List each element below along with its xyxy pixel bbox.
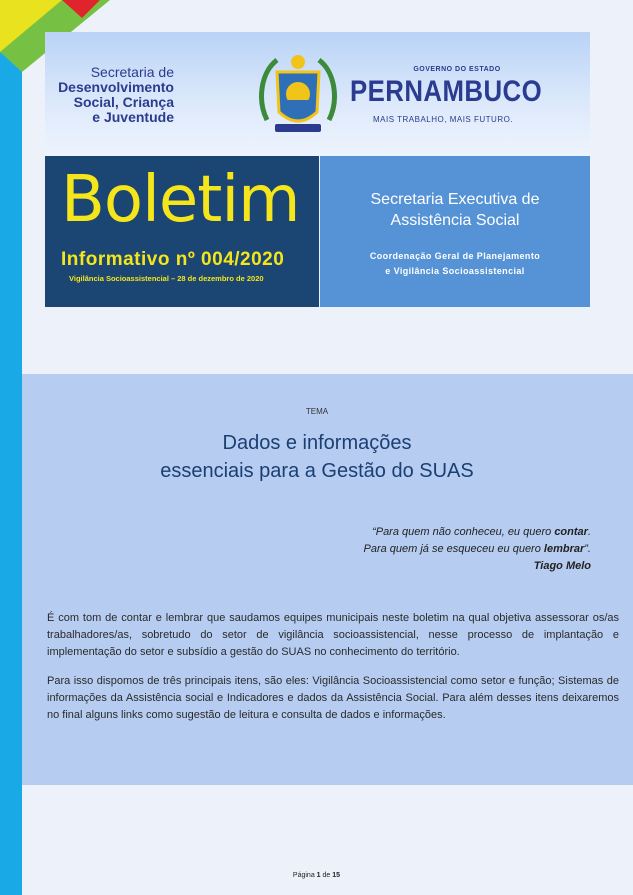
quote-line-2: Para quem já se esqueceu eu quero lembrar”. [363,543,591,555]
tema-label: TEMA [305,407,329,416]
paragraph-1: É com tom de contar e lembrar que saudamos equipes municipais neste boletim na qual objetiva assessorar os/as trabalhadores/as, sobretudo do setor de vigilância socioassistencial, nesse processo de implantação e implementação do setor e subsídio a gestão do SUAS no conhecimento do território. [47,612,619,658]
quote-line-1: “Para quem não conheceu, eu quero contar. [372,526,591,538]
quote-author: Tiago Melo [533,560,591,572]
boletim-box [45,156,319,307]
epigraph-quote [364,524,592,575]
governo-label: GOVERNO DO ESTADO [413,66,501,73]
total-pages: 15 [332,872,341,879]
boletim-title: Boletim [61,163,300,237]
paragraph-2: Para isso dispomos de três principais itens, são eles: Vigilância Socioassistencial como setor e função; Sistemas de informações da Assistência social e Indicadores e dados da Assistência Social. Para além desses itens deixaremos no final alguns links como sugestão de leitura e consulta de dados e informações. [47,675,619,721]
secretaria-executiva-title: Secretaria Executiva de Assistência Social [370,191,540,229]
informativo-number: Informativo nº 004/2020 [61,249,285,270]
left-blue-stripe [0,0,22,895]
current-page-number: 1 [316,872,321,879]
pernambuco-logo-text: PERNAMBUCO [350,75,543,108]
coordenacao-subtitle: Coordenação Geral de Planejamento e Vigilância Socioassistencial [369,251,541,276]
page-footer: Página 1 de 15 [292,872,341,879]
tema-section [22,374,633,785]
intro-text [47,610,619,736]
secretaria-name: Secretaria de Desenvolvimento Social, Criança e Juventude [58,64,174,125]
slogan: MAIS TRABALHO, MAIS FUTURO. [373,115,514,124]
header-banner [45,32,590,156]
tema-title: Dados e informações essenciais para a Gestão do SUAS [160,432,474,482]
edition-date: Vigilância Socioassistencial – 28 de dezembro de 2020 [69,274,264,283]
secretaria-executiva-box [320,156,590,307]
coat-of-arms-icon [257,50,339,138]
